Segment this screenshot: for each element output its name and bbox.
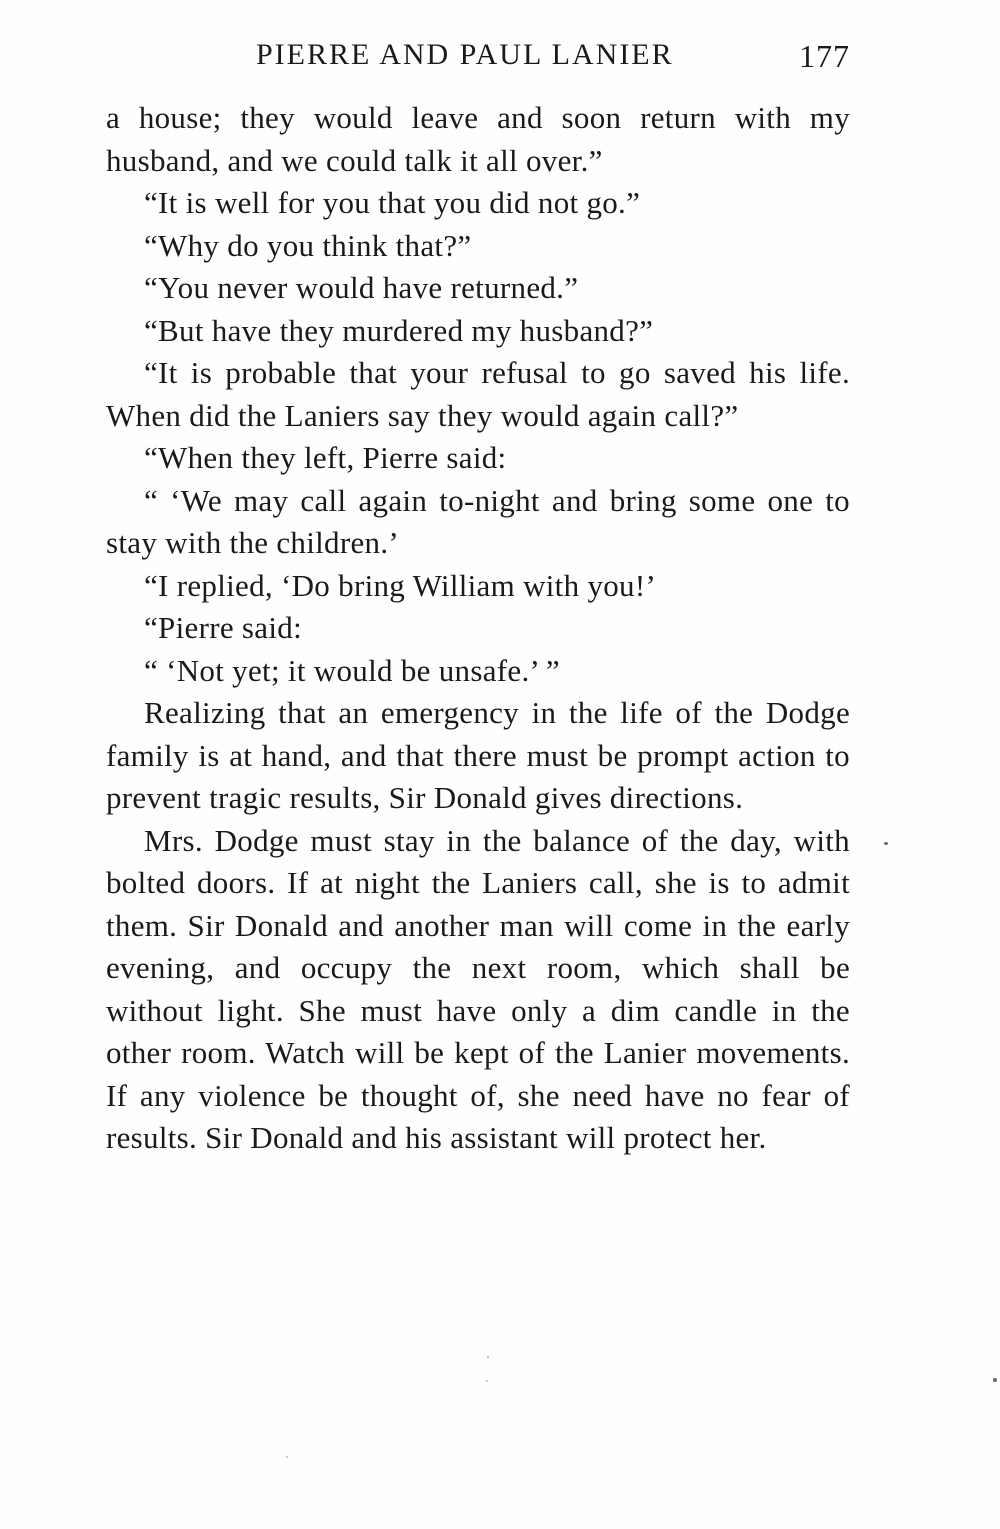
dialogue-line: “It is well for you that you did not go.”	[144, 185, 641, 220]
dialogue-line: “ ‘Not yet; it would be unsafe.’ ”	[144, 652, 560, 688]
scan-speck	[486, 1380, 488, 1382]
page-number: 177	[799, 38, 850, 74]
dialogue-line: “Pierre said:	[144, 610, 302, 645]
dialogue-line: “But have they murdered my husband?”	[144, 312, 654, 348]
dialogue-line: “Why do you think that?”	[144, 227, 472, 263]
dialogue-line: “It is probable that your refusal to go saved his life. When did the Laniers say they would again call?”	[106, 355, 850, 433]
running-title: PIERRE AND PAUL LANIER	[256, 38, 674, 71]
running-header	[106, 34, 850, 74]
narrative-paragraph: Mrs. Dodge must stay in the balance of the day, with bolted doors. If at night the Laniers call, she is to admit them. Sir Donald and another man will come in the early evening, and occupy the next room, which shall be without light. She must have only a dim candle in the other room. Watch will be kept of the Lanier movements. If any violence be thought of, she need have no fear of results. Sir Donald and his assistant will protect her.	[106, 822, 850, 1155]
scan-speck	[286, 1456, 288, 1458]
dialogue-line: “When they left, Pierre said:	[144, 440, 507, 475]
dialogue-line: “I replied, ‘Do bring William with you!’	[144, 567, 657, 603]
scan-speck	[884, 842, 888, 845]
scan-speck	[993, 1378, 997, 1382]
scan-speck	[487, 1356, 489, 1358]
dialogue-line: “ ‘We may call again to-night and bring some one to stay with the children.’	[106, 482, 850, 560]
paragraph-continued: a house; they would leave and soon return with my husband, and we could talk it all over.”	[106, 100, 850, 178]
body-text	[106, 97, 850, 1160]
dialogue-line: “You never would have returned.”	[144, 270, 579, 305]
narrative-paragraph: Realizing that an emergency in the life of the Dodge family is at hand, and that there must be prompt action to prevent tragic results, Sir Donald gives directions.	[106, 695, 850, 815]
